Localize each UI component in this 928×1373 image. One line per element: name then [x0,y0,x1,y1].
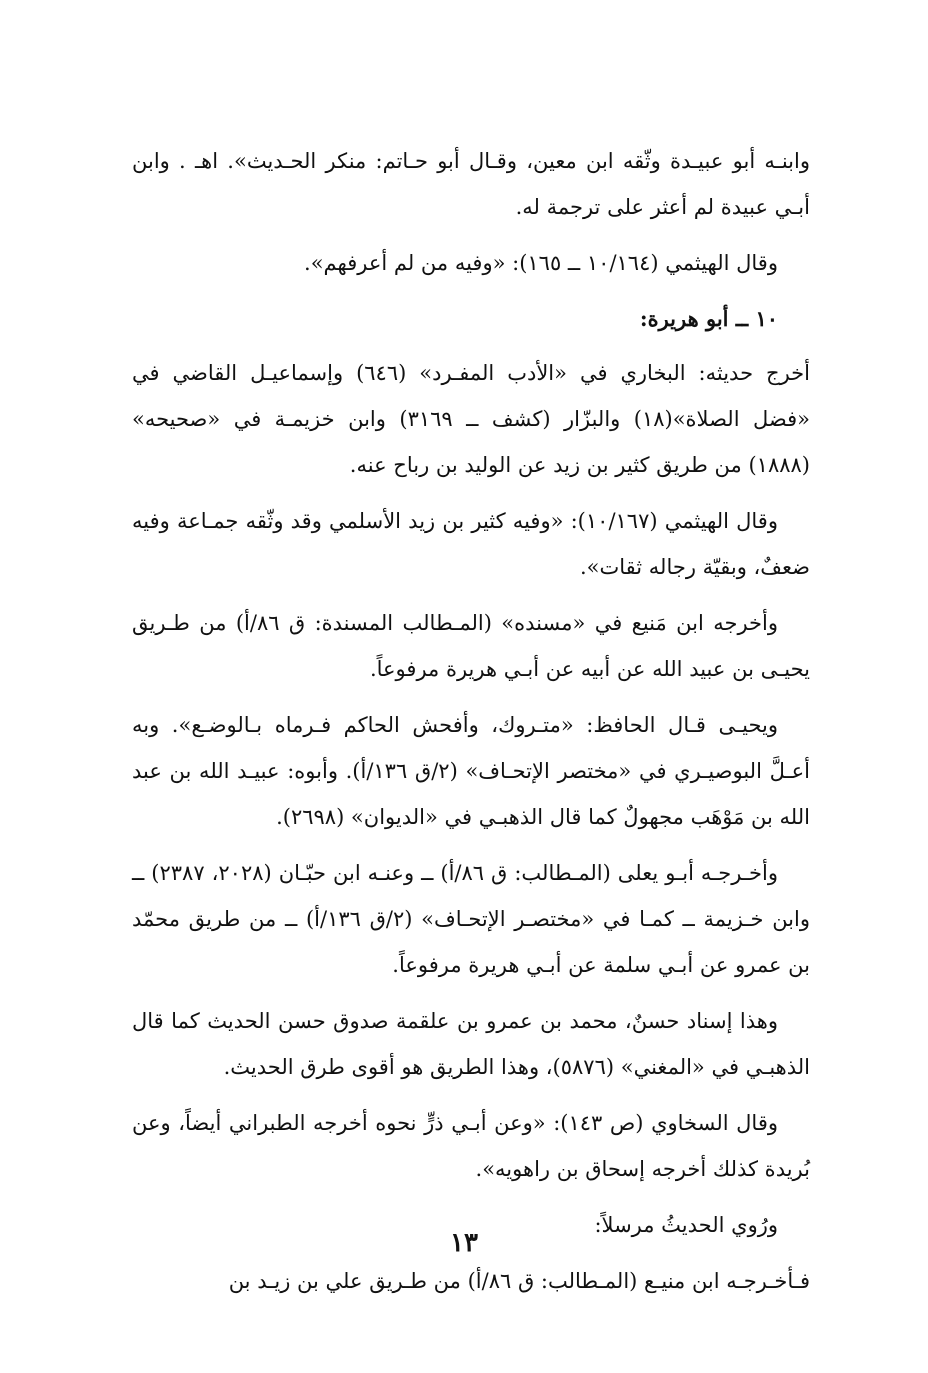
page-number: ١٣ [450,1228,478,1258]
paragraph: وقال السخاوي (ص ١٤٣): «وعن أبـي ذرٍّ نحوه أخرجه الطبراني أيضاً، وعن بُريدة كذلك أخرجه إسحاق بن راهويه». [132,1111,810,1181]
paragraph: ورُوي الحديثُ مرسلاً: [594,1213,778,1237]
paragraph: أخرج حديثه: البخاري في «الأدب المفـرد» (٦٤٦) وإسماعيـل القاضي في «فضل الصلاة»(١٨) والبزّار (كشف ــ ٣١٦٩) وابن خزيمـة في «صحيحه» (١٨٨٨) من طريق كثير بن زيد عن الوليد بن رباح عنه. [132,361,810,477]
paragraph: وقال الهيثمي (١٠/١٦٧): «وفيه كثير بن زيد الأسلمي وقد وثّقه جمـاعة وفيه ضعفٌ، وبقيّة رجاله ثقات». [132,509,810,579]
paragraph: وقال الهيثمي (١٠/١٦٤ ــ ١٦٥): «وفيه من لم أعرفهم». [304,251,778,275]
paragraph: وهذا إسناد حسنٌ، محمد بن عمرو بن علقمة صدوق حسن الحديث كما قال الذهبـي في «المغني» (٥٨٧٦)، وهذا الطريق هو أقوى طرق الحديث. [132,1009,810,1079]
paragraph: فـأخـرجـه ابن منيـع (المـطالب: ق ٨٦/أ) من طـريق علي بن زيـد بن [228,1269,810,1293]
section-heading: ١٠ ــ أبو هريرة: [639,306,778,331]
paragraph: وأخرجه ابن مَنيع في «مسنده» (المـطالب المسندة: ق ٨٦/أ) من طـريق يحيـى بن عبيد الله عن أبيه عن أبـي هريرة مرفوعاً. [132,611,810,681]
paragraph: وابنـه أبو عبيـدة وثّقه ابن معين، وقـال أبو حـاتم: منكر الحـديث». اهـ . وابن أبـي عبيدة لم أعثر على ترجمة له. [132,149,810,219]
paragraph: وأخـرجـه أبـو يعلى (المـطالب: ق ٨٦/أ) ــ وعنـه ابن حبّـان (٢٠٢٨، ٢٣٨٧) ــ وابن خـزيمة ــ كمـا في «مختصـر الإتحـاف» (٢/ق ١٣٦/أ) ــ من طريق محمّد بن عمرو عن أبـي سلمة عن أبـي هريرة مرفوعاً. [132,861,810,977]
page-body [132,138,810,1314]
paragraph: ويحيـى قـال الحافظ: «متـروك، وأفحش الحاكم فـرماه بـالوضـع». وبه أعـلَّ البوصيـري في «مختصر الإتحـاف» (٢/ق ١٣٦/أ). وأبوه: عبيـد الله بن عبد الله بن مَوْهَب مجهولٌ كما قال الذهبـي في «الديوان» (٢٦٩٨). [132,713,810,829]
